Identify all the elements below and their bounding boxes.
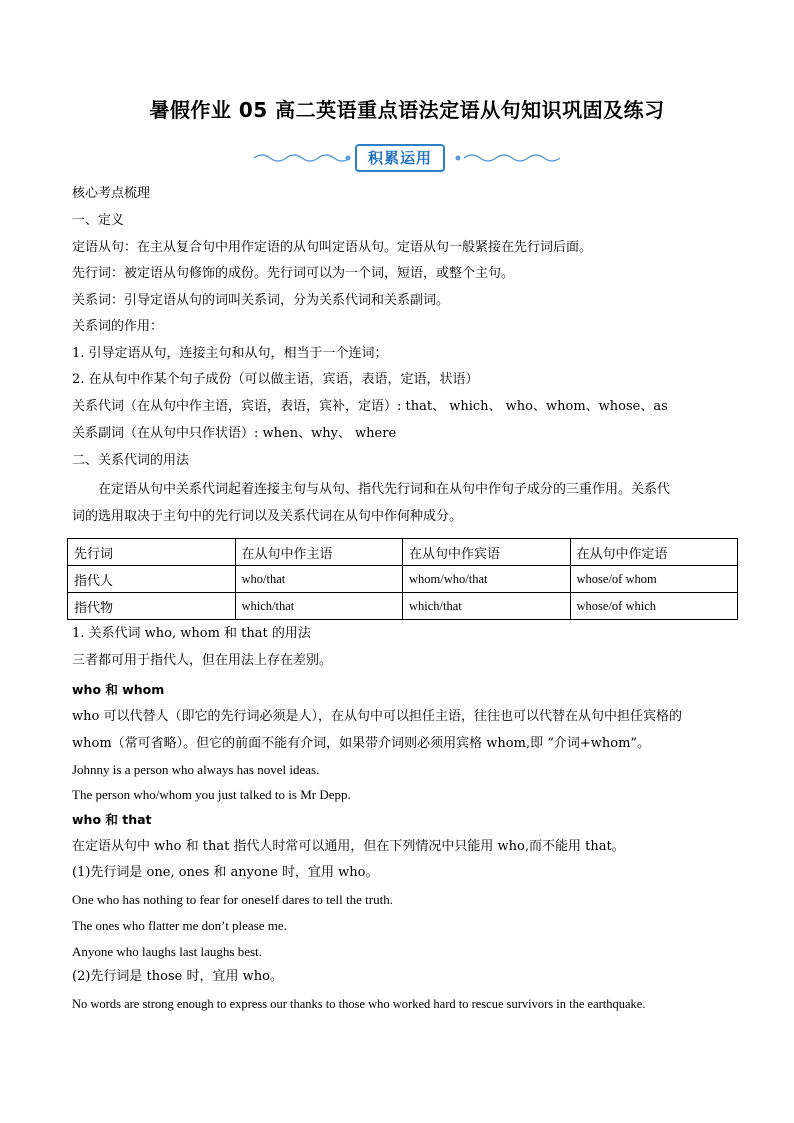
table-row <box>68 566 738 593</box>
subheading-who-whom-that: 1. 关系代词 who, whom 和 that 的用法 <box>72 626 311 641</box>
table-header-cell: 在从句中作定语 <box>570 539 738 566</box>
table-header-cell: 先行词 <box>68 539 236 566</box>
rule-item-2: (2)先行词是 those 时，宜用 who。 <box>72 969 283 984</box>
example-sentence: The ones who flatter me don’t please me. <box>72 918 287 933</box>
usage-paragraph-line-2: 词的选用取决于主句中的先行词以及关系代词在从句中作何种成分。 <box>72 509 463 524</box>
subheading-who-that: who 和 that <box>72 812 152 827</box>
table-cell: 指代物 <box>68 593 236 620</box>
text-line: 三者都可用于指代人，但在用法上存在差别。 <box>72 653 333 668</box>
heading-core-points: 核心考点梳理 <box>72 186 151 201</box>
table-cell: 指代人 <box>68 566 236 593</box>
subheading-who-whom: who 和 whom <box>72 682 165 697</box>
rule-item-1: (1)先行词是 one, ones 和 anyone 时，宜用 who。 <box>72 865 379 880</box>
relative-adverbs-line: 关系副词（在从句中只作状语）: when、why、 where <box>72 426 397 441</box>
table-cell: which/that <box>403 593 571 620</box>
example-sentence: Johnny is a person who always has novel ideas. <box>72 762 320 777</box>
table-cell: who/that <box>235 566 403 593</box>
page-title: 暑假作业 05 高二英语重点语法定语从句知识巩固及练习 <box>149 98 665 122</box>
relative-pronouns-line: 关系代词（在从句中作主语，宾语，表语，宾补，定语）: that、 which、 who、whom、whose、as <box>72 399 668 414</box>
section-banner <box>252 143 562 173</box>
table-cell: which/that <box>235 593 403 620</box>
example-sentence: One who has nothing to fear for oneself dares to tell the truth. <box>72 892 393 907</box>
def-relative-word: 关系词：引导定语从句的词叫关系词，分为关系代词和关系副词。 <box>72 293 450 308</box>
example-sentence: Anyone who laughs last laughs best. <box>72 944 262 959</box>
text-line: whom（常可省略）。但它的前面不能有介词，如果带介词则必须用宾格 whom,即 “介词+whom”。 <box>72 736 651 751</box>
def-attributive-clause: 定语从句：在主从复合句中用作定语的从句叫定语从句。定语从句一般紧接在先行词后面。 <box>72 240 593 255</box>
function-item-2: 2. 在从句中作某个句子成份（可以做主语，宾语，表语，定语，状语） <box>72 372 479 387</box>
table-cell: whose/of whom <box>570 566 738 593</box>
example-sentence: No words are strong enough to express our thanks to those who worked hard to rescue survivors in the earthquake. <box>72 997 646 1011</box>
text-line: 在定语从句中 who 和 that 指代人时常可以通用，但在下列情况中只能用 who,而不能用 that。 <box>72 839 625 854</box>
table-header-row <box>68 539 738 566</box>
def-antecedent: 先行词：被定语从句修饰的成份。先行词可以为一个词，短语，或整个主句。 <box>72 266 515 281</box>
heading-definition: 一、定义 <box>72 213 125 228</box>
text-line: who 可以代替人（即它的先行词必须是人），在从句中可以担任主语，往往也可以代替在从句中担任宾格的 <box>72 709 682 724</box>
heading-pronoun-usage: 二、关系代词的用法 <box>72 453 190 468</box>
table-header-cell: 在从句中作主语 <box>235 539 403 566</box>
table-row <box>68 593 738 620</box>
pronoun-usage-table <box>67 538 738 620</box>
table-header-cell: 在从句中作宾语 <box>403 539 571 566</box>
usage-paragraph-line-1: 在定语从句中关系代词起着连接主句与从句、指代先行词和在从句中作句子成分的三重作用。关系代 <box>98 482 671 497</box>
example-sentence: The person who/whom you just talked to is Mr Depp. <box>72 787 351 802</box>
table-cell: whose/of which <box>570 593 738 620</box>
table-cell: whom/who/that <box>403 566 571 593</box>
banner-label: 积累运用 <box>355 144 445 172</box>
relative-word-function-heading: 关系词的作用： <box>72 319 164 334</box>
function-item-1: 1. 引导定语从句，连接主句和从句，相当于一个连词； <box>72 346 388 361</box>
